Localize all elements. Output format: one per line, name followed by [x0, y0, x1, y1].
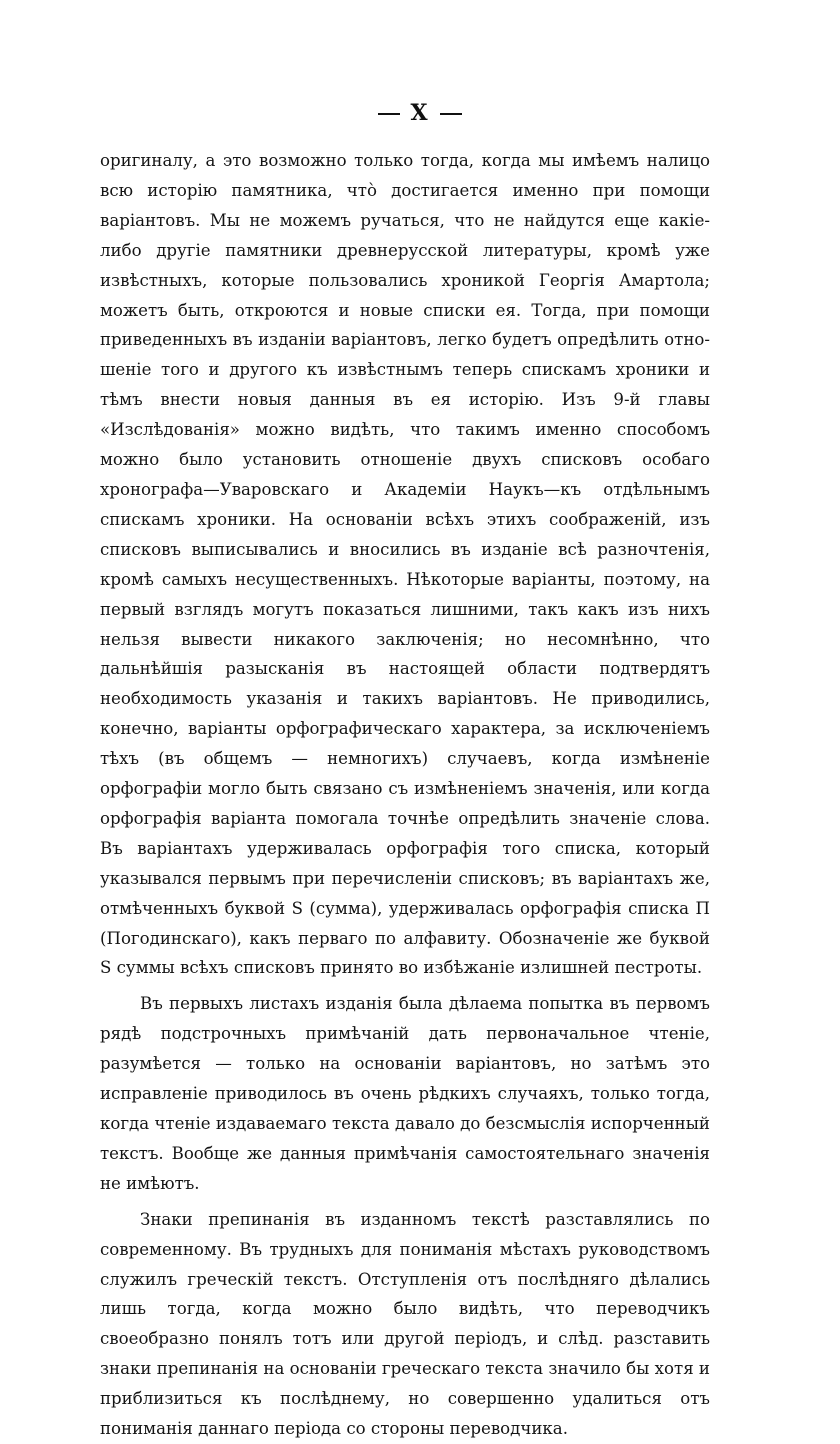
header-dash-right: [440, 113, 462, 115]
page-body: [100, 146, 710, 1444]
page-number: X: [410, 100, 430, 126]
paragraph-2: Въ первыхъ листахъ изданія была дѣлаема попытка въ первомъ рядѣ подстрочныхъ примѣчаній дать первоначальное чтеніе, разумѣется — только на основаніи варіантовъ, но затѣмъ это исправленіе приводилось въ очень рѣдкихъ случаяхъ, только тогда, когда чтеніе издаваемаго текста давало до безсмыслія испорченный текстъ. Вообще же данныя примѣчанія самостоятельнаго значенія не имѣютъ.: [100, 994, 710, 1193]
page-header: [0, 100, 840, 126]
paragraph-3: Знаки препинанія въ изданномъ текстѣ разставлялись по современному. Въ трудныхъ для пониманія мѣстахъ руководствомъ служилъ греческій текстъ. Отступленія отъ послѣдняго дѣлались лишь тогда, когда можно было видѣть, что переводчикъ своеобразно понялъ тотъ или другой періодъ, и слѣд. разставить знаки препинанія на основаніи греческаго текста значило бы хотя и приблизиться къ послѣднему, но совершенно удалиться отъ пониманія даннаго періода со стороны переводчика.: [100, 1209, 710, 1439]
paragraph-1: оригиналу, а это возможно только тогда, когда мы имѣемъ налицо всю исторію памятника, что̀ достигается именно при помощи варіантовъ. Мы не можемъ ручаться, что не найдутся еще какіе-либо другіе памятники древнерусской литературы, кромѣ уже извѣстныхъ, которые пользовались хроникой Георгія Амартола; можетъ быть, откроются и новые списки ея. Тогда, при помощи приведенныхъ въ изданіи варіантовъ, легко будетъ опредѣлить отношеніе того и другого къ извѣстнымъ теперь спискамъ хроники и тѣмъ внести новыя данныя въ ея исторію. Изъ 9-й главы «Изслѣдованія» можно видѣть, что такимъ именно способомъ можно было установить отношеніе двухъ списковъ особаго хронографа—Уваровскаго и Академіи Наукъ—къ отдѣльнымъ спискамъ хроники. На основаніи всѣхъ этихъ соображеній, изъ списковъ выписывались и вносились въ изданіе всѣ разночтенія, кромѣ самыхъ несущественныхъ. Нѣкоторые варіанты, поэтому, на первый взглядъ могутъ показаться лишними, такъ какъ изъ нихъ нельзя вывести никакого заключенія; но несомнѣнно, что дальнѣйшія разысканія въ настоящей области подтвердятъ необходимость указанія и такихъ варіантовъ. Не приводились, конечно, варіанты орфографическаго характера, за исключеніемъ тѣхъ (въ общемъ — немногихъ) случаевъ, когда измѣненіе орфографіи могло быть связано съ измѣненіемъ значенія, или когда орфографія варіанта помогала точнѣе опредѣлить значеніе слова. Въ варіантахъ удерживалась орфографія того списка, который указывался первымъ при перечисленіи списковъ; въ варіантахъ же, отмѣченныхъ буквой S (сумма), удерживалась орфографія списка П (Погодинскаго), какъ перваго по алфавиту. Обозначеніе же буквой S суммы всѣхъ списковъ принято во избѣжаніе излишней пестроты.: [100, 151, 710, 978]
header-dash-left: [378, 113, 400, 115]
